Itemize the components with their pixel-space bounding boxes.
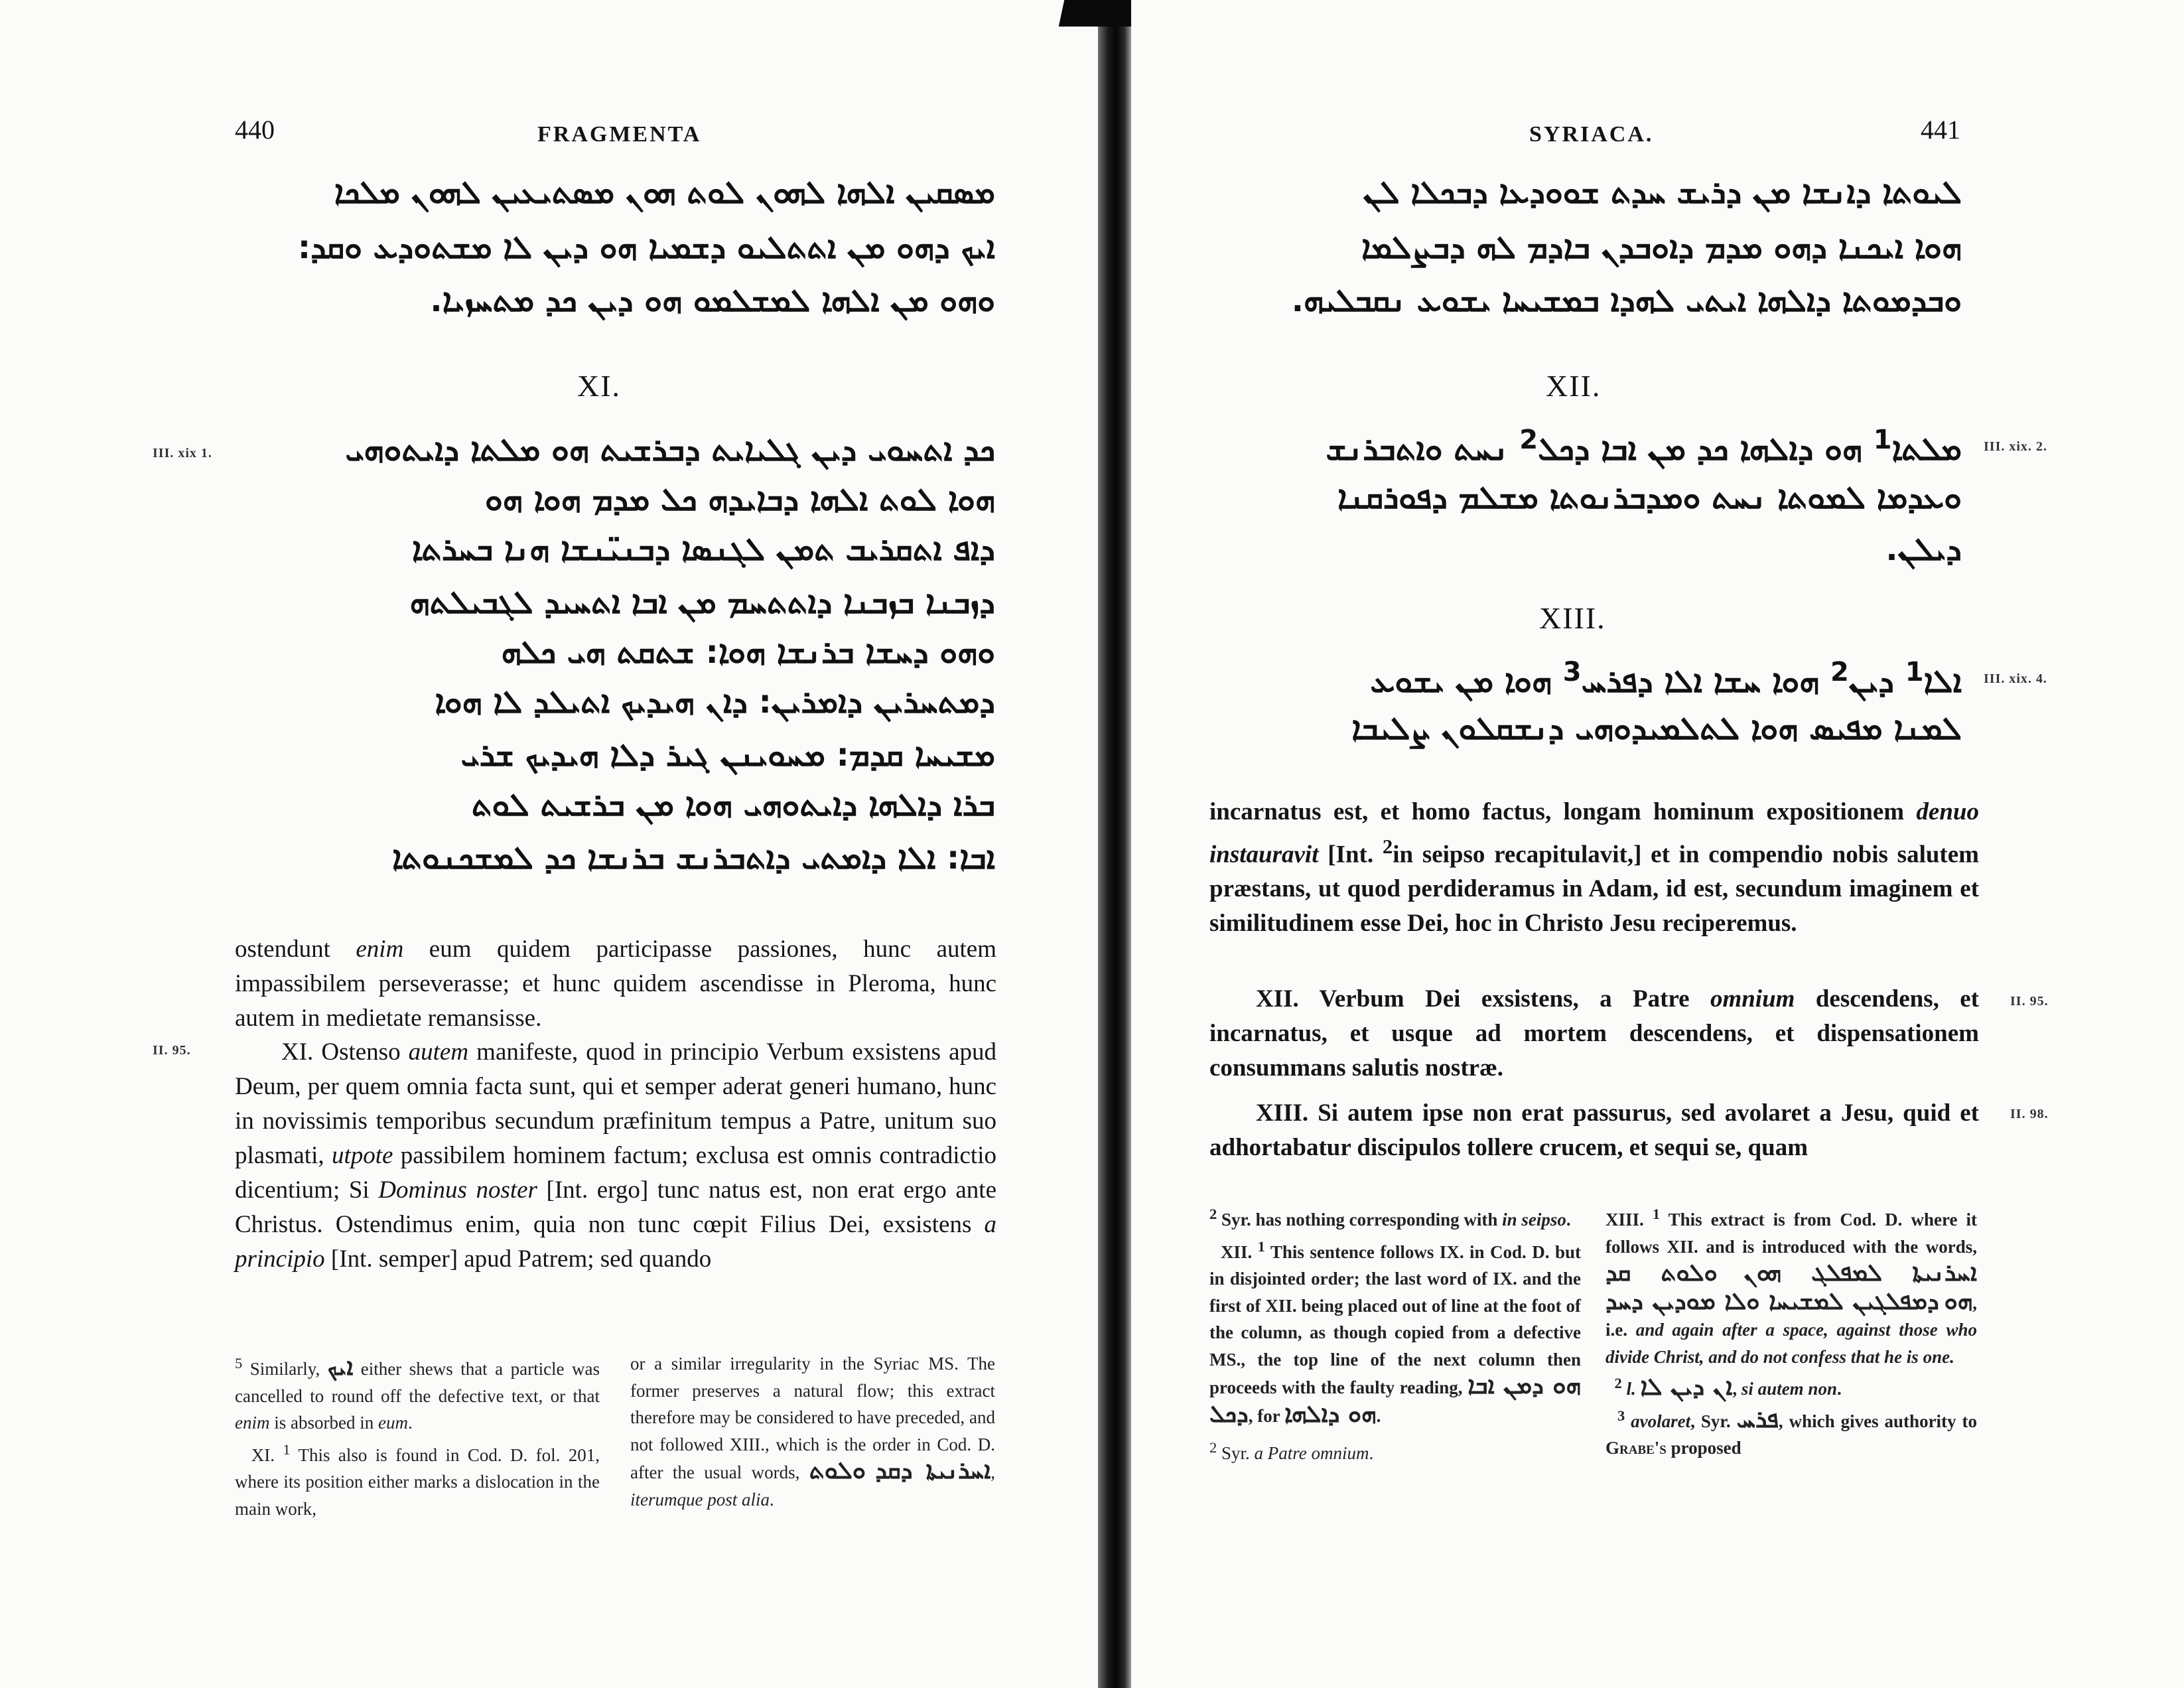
syriac-line: ܗܘܐ ܐܝܟܢܐ ܕܗܘ ܡܕܡ ܕܐܘܒܕܢ ܒܐܕܡ ܠܗ ܕܒܨܠܡܐ [1361, 229, 1962, 266]
book-gutter [1098, 0, 1131, 1688]
syriac-line: ܘܗܘ ܕܚܫܐ ܒܪܢܫܐ ܗܘܐ: ܫܬܩܬ ܗܝ ܟܠܗ [501, 634, 995, 671]
latin-text [235, 1035, 996, 1277]
syriac-line: ܠܡܢܐ ܡܦܝܣ ܗܘܐ ܠܬܠܡܝܕܘܗܝ ܕܢܫܩܠܘܢ ܨܠܝܒܐ [1351, 710, 1962, 747]
syriac-line: ܐܝܟ ܕܗܘ ܡܢ ܐܬܬܠܝܘ ܕܫܡܝܐ ܗܘ ܕܝܢ ܠܐ ܡܫܬܘܕܥ ܘܩܕ: [297, 229, 995, 266]
margin-reference: II. 95. [2010, 994, 2049, 1009]
syriac-line: ܐܒܐ: ܐܠܐ ܕܐܡܬܝ ܕܐܬܒܪܢܫ ܒܪܢܫܐ ܟܕ ܠܡܫܟܢܘܬܐ [391, 839, 995, 877]
footnote-column [235, 1350, 600, 1522]
footnote: or a similar irregularity in the Syriac MS. The former preserves a natural flow; this extract therefore may be considered to have preceded, and not followed XIII., which is the order in Cod. D. after the usual words, ܘܠܘܬ ܐܚܪܢܝܬܐ ܕܩܕ, iterumque post alia. [630, 1354, 995, 1510]
margin-reference: III. xix. 2. [1984, 439, 2047, 454]
footnote: XIII. $^1$ This extract is from Cod. D. where it follows XII. and is introduced with the words, ܘܠܘܬ ܩܕ ܐܚܪܢܝܬܐ ܠܡܦܠܓ ܗܘܢ ܕܡܦܠܓܝܢ ܠܡܫܝܚܐ ܘܠܐ ܡܘܕܝܢ ܕܚܕ ܗܘ, i.e. and again after a space, against those who divide Christ, and do not confess that he is one. $^2$ l. ܐܢ ܕܝܢ ܠܐ, si autem non. $^3$ avolaret, Syr. ܦܪܚ, which gives authority to Grabe's proposed [1605, 1206, 1978, 1458]
syriac-line: ܗܘܐ ܠܘܬ ܐܠܗܐ ܕܒܐܝܕܗ ܟܠ ܡܕܡ ܗܘܐ ܗܘ [484, 481, 995, 518]
syriac-line: ܘܒܕܡܘܬܐ ܕܐܠܗܐ ܐܝܬܝ ܠܗܕܐ ܒܡܫܝܚܐ ܝܫܘܥ ܢܩܒܠܝܗ. [1291, 282, 1962, 319]
syriac-line: ܘܗܘ ܡܢ ܐܠܗܐ ܠܡܫܠܡܘ ܗܘ ܕܝܢ ܟܕ ܡܬܚܙܝܐ. [430, 282, 995, 319]
syriac-line: ܡܣܩܝܢ ܐܠܗܐ ܠܗܘܢ ܠܘܬ ܗܘܢ ܡܣܬܝܥܝܢ ܠܗܘܢ ܡܠܟܐ [334, 174, 995, 211]
margin-reference: II. 98. [2010, 1107, 2049, 1121]
footnote-column [630, 1350, 995, 1513]
footnote: $^2$ Syr. has nothing corresponding with in seipso. XII. $^1$ This sentence follows IX. in Cod. D. but in disjointed order; the last word of IX. and the first of XII. being placed out of line at the foot of the column, as though copied from a defective MS., the top line of the next column then proceeds with the faulty reading, ܗܘ ܕܡܢ ܐܒܐ ܕܟܠ, for ܗܘ ܕܐܠܗܐ. [1209, 1206, 1581, 1428]
section-heading: XII. [1546, 369, 1602, 403]
latin-paragraph: incarnatus est, et homo factus, longam hominum expositionem denuo instauravit [Int. $^2$in seipso recapitulavit,] et in compendio nobis salutem præstans, ut quod perdideramus in Adam, id est, secundum imaginem et similitudinem esse Dei, hoc in Christo Jesu reciperemus. [1209, 798, 1979, 938]
syriac-line: ܡܫܝܚܐ ܩܕܡ: ܡܚܘܝܢܢ ܓܝܪ ܕܠܐ ܗܝܕܝܟ ܫܪܝ [460, 737, 995, 774]
footnote-column [1605, 1201, 1977, 1462]
syriac-line: ܟܕ ܐܬܚܘܝ ܕܝܢ ܓܠܝܐܝܬ ܕܒܪܫܝܬ ܗܘ ܡܠܬܐ ܕܐܝܬܘܗܝ [345, 431, 995, 468]
footnote: $^5$ Similarly, ܐܝܟ either shews that a particle was cancelled to round off the defective text, or that enim is absorbed in eum. XI. $^1$ This also is found in Cod. D. fol. 201, where its position either marks a dislocation in the main work, [235, 1354, 600, 1519]
margin-reference: III. xix 1. [153, 446, 212, 460]
running-head: SYRIACA. [1529, 122, 1654, 147]
syriac-line: ܒܪܐ ܕܐܠܗܐ ܕܐܝܬܘܗܝ ܗܘܐ ܡܢ ܒܪܫܝܬ ܠܘܬ [471, 786, 995, 823]
section-heading: XI. [577, 369, 622, 403]
margin-reference: III. xix. 4. [1984, 671, 2047, 686]
gutter-shadow [1059, 0, 1138, 27]
syriac-line: ܘܥܕܡܐ ܠܡܘܬܐ ܢܚܬ ܘܡܕܒܪܢܘܬܐ ܡܫܠܡ ܕܦܘܪܩܢܐ [1337, 479, 1962, 516]
footnote: $^2$ Syr. a Patre omnium. [1209, 1439, 1374, 1463]
margin-reference: II. 95. [153, 1043, 191, 1058]
latin-text [1209, 1096, 1979, 1165]
syriac-line: ܡܠܬܐ$^1$ ܗܘ ܕܐܠܗܐ ܟܕ ܡܢ ܐܒܐ ܕܟܠ$^2$ ܢܚܬ ܘܐܬܒܪܢܫ [1326, 425, 1962, 468]
latin-text [1209, 982, 1979, 1086]
syriac-line: ܕܐܦ ܐܬܩܪܝܒ ܬܡܢ ܠܓܢܣܐ ܕܒܢܝ̈ܢܫܐ ܗܢܐ ܒܚܪܬܐ [411, 531, 995, 568]
latin-text [1209, 795, 1979, 941]
latin-paragraph: XI. Ostenso autem manifeste, quod in principio Verbum exsistens apud Deum, per quem omnia facta sunt, qui et semper aderat generi humano, hunc in novissimis temporibus secundum præfinitum tempus a Patre, unitum suo plasmati, utpote passibilem hominem factum; exclusa est omnis contradictio dicentium; Si Dominus noster [Int. ergo] tunc natus est, non erat ergo ante Christus. Ostendimus enim, quia non tunc cœpit Filius Dei, exsistens a principio [Int. semper] apud Patrem; sed quando [235, 1038, 997, 1273]
latin-paragraph: ostendunt enim eum quidem participasse passiones, hunc autem impassibilem perseverasse; et hunc quidem ascendisse in Pleroma, hunc autem in medietate remansisse. [235, 936, 996, 1032]
footnote-column [1209, 1201, 1581, 1467]
section-heading: XIII. [1539, 601, 1606, 635]
syriac-line: ܠܝܘܬܐ ܕܐܢܫܐ ܡܢ ܕܪܝܫ ܚܕܬ ܫܘܘܕܥܐ ܕܒܟܠܐ ܠܢ [1363, 174, 1962, 211]
syriac-line: ܕܙܒܢܐ ܒܙܒܢܐ ܕܐܬܬܚܡ ܡܢ ܐܒܐ ܐܬܚܝܕ ܠܓܒܝܠܬܗ [409, 584, 995, 621]
syriac-line: ܕܡܬܚܪܝܢ ܕܐܡܪܝܢ: ܕܐܢ ܗܝܕܝܟ ܐܬܝܠܕ ܠܐ ܗܘܐ [435, 683, 995, 721]
right-page [1131, 0, 2184, 1688]
latin-paragraph: XIII. Si autem ipse non erat passurus, sed avolaret a Jesu, quid et adhortabatur discipulos tollere crucem, et sequi se, quam [1209, 1099, 1979, 1161]
page-number: 440 [235, 115, 275, 145]
syriac-line: ܕܝܠܢ. [1885, 531, 1962, 568]
page-number: 441 [1921, 115, 1960, 145]
running-head: FRAGMENTA [537, 122, 702, 147]
latin-paragraph: XII. Verbum Dei exsistens, a Patre omnium descendens, et incarnatus, et usque ad mortem descendens, et dispensationem consummans salutis nostræ. [1209, 985, 1979, 1082]
latin-text [235, 932, 996, 1036]
syriac-line: ܐܠܐ$^1$ ܕܝܢ$^2$ ܗܘܐ ܚܫܐ ܐܠܐ ܕܦܪܚ$^3$ ܗܘܐ ܡܢ ܝܫܘܥ [1370, 657, 1962, 700]
